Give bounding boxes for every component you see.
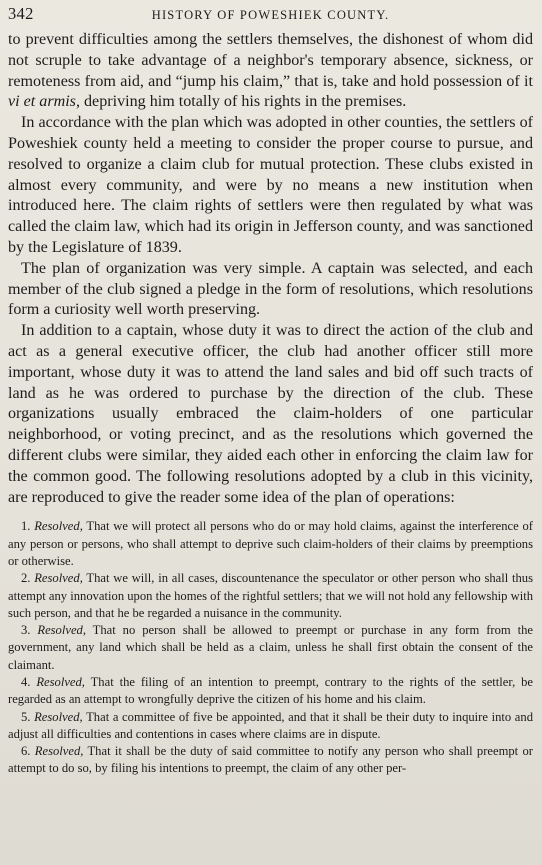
resolution-text: That we will protect all persons who do or may hold claims, against the interference of any person or persons, who shall attempt to deprive such claim-holders of their claims by preemptions or otherwise. — [8, 519, 533, 568]
resolution-item — [8, 709, 533, 744]
resolution-text: That a committee of five be appointed, and that it shall be their duty to inquire into and adjust all difficulties and contentions in cases where claims are in dispute. — [8, 709, 533, 741]
resolution-keyword: Resolved, — [34, 744, 84, 759]
resolution-number: 3. — [21, 623, 31, 638]
resolution-keyword: Resolved, — [34, 571, 83, 586]
latin-phrase: vi et armis — [8, 93, 76, 111]
resolution-number: 4. — [21, 675, 31, 689]
paragraph-1 — [8, 30, 533, 113]
paragraph-4: In addition to a captain, whose duty it was to direct the action of the club and act as a general executive officer, the club had another officer still more important, whose duty it was to attend the land sales and bid off such tracts of land as he was ordered to purchase by the direction of the club. These organizations usually embraced the claim-holders of one particular neighborhood, or voting precinct, and as the resolutions which governed the different clubs were similar, they aided each other in enforcing the claim law for the common good. The following resolutions adopted by a club in this vicinity, are reproduced to give the reader some idea of the plan of operations: — [8, 322, 533, 506]
resolution-text: That the filing of an intention to preempt, contrary to the rights of the settler, be regarded as an attempt to wrongfully deprive the citizen of his home and his claim. — [8, 675, 533, 707]
page-number: 342 — [8, 4, 34, 23]
resolution-item — [8, 674, 533, 709]
paragraph-2: In accordance with the plan which was adopted in other counties, the settlers of Poweshiek county held a meeting to consider the proper course to pursue, and resolved to organize a claim club for mutual protection. These clubs existed in almost every community, and were by no means a new institution when introduced here. The claim rights of settlers were then regulated by what was called the claim law, which had its origin in Jefferson county, and was sanctioned by the Legislature of 1839. — [8, 114, 533, 256]
resolution-item — [8, 622, 533, 674]
running-head — [8, 4, 533, 30]
resolution-item — [8, 518, 533, 570]
resolution-keyword: Resolved, — [36, 675, 85, 689]
resolution-keyword: Resolved, — [34, 709, 83, 724]
resolution-keyword: Resolved, — [34, 519, 83, 534]
resolution-number: 6. — [21, 744, 31, 759]
resolution-number: 1. — [21, 519, 31, 534]
body-text — [8, 30, 533, 508]
resolution-number: 2. — [21, 571, 31, 586]
resolution-item — [8, 570, 533, 622]
running-title: HISTORY OF POWESHIEK COUNTY. — [151, 8, 390, 22]
resolution-number: 5. — [21, 709, 31, 724]
paragraph-3: The plan of organization was very simple. A captain was selected, and each member of the club signed a pledge in the form of resolutions, which resolutions form a curiosity well worth preserving. — [8, 259, 533, 319]
resolution-keyword: Resolved, — [37, 623, 86, 638]
resolution-text: That it shall be the duty of said committee to notify any person who shall preempt or attempt to do so, by filing his intentions to preempt, the claim of any other per- — [8, 744, 533, 776]
resolution-item — [8, 743, 533, 778]
resolutions-list — [8, 518, 533, 777]
resolution-text: That no person shall be allowed to preempt or purchase in any form from the government, any land which shall be held as a claim, unless he shall first obtain the consent of the claimant. — [8, 623, 533, 672]
paragraph-1-text: to prevent difficulties among the settlers themselves, the dishonest of whom did not scruple to take advantage of a neighbor's temporary absence, sickness, or remoteness from aid, and “jump his claim,” that is, take and hold possession of it — [8, 31, 533, 90]
paragraph-1-tail: , depriving him totally of his rights in the premises. — [75, 93, 407, 111]
resolution-text: That we will, in all cases, discountenance the speculator or other person who shall thus attempt any innovation upon the homes of the rightful settlers; that we will not hold any fellowship with such person, and that he be regarded a nuisance in the community. — [8, 571, 534, 620]
